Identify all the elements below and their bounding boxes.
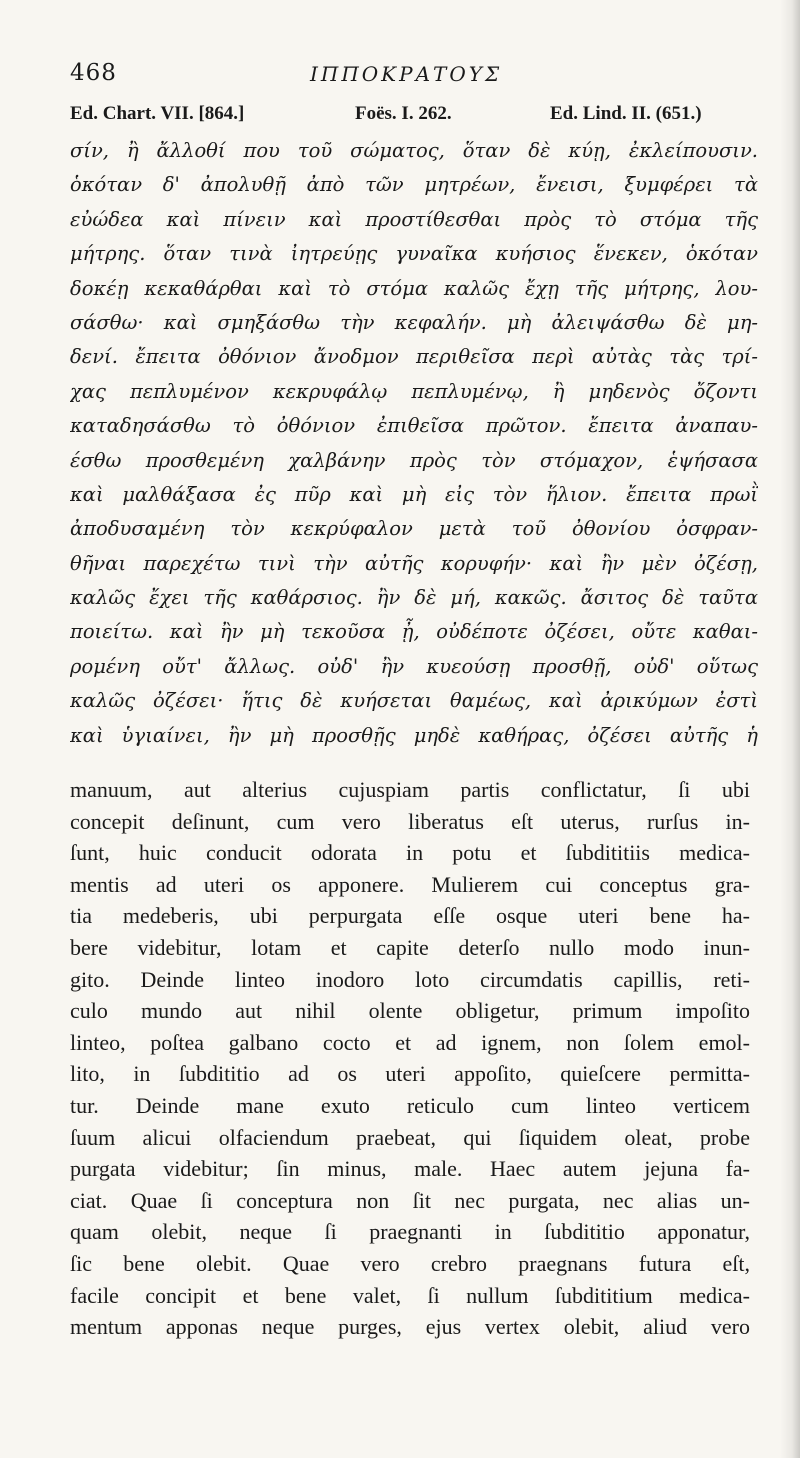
latin-text-line: purgata videbitur; ſin minus, male. Haec autem jejuna fa-	[70, 1156, 750, 1182]
greek-text-line: θῆναι παρεχέτω τινὶ τὴν αὐτῆς κορυφήν· καὶ ἢν μὲν ὀζέσῃ,	[70, 551, 758, 575]
greek-text-line: καὶ μαλθάξασα ἐς πῦρ καὶ μὴ εἰς τὸν ἥλιον. ἔπειτα πρωῒ	[70, 482, 758, 506]
page-edge-shadow	[780, 0, 800, 1458]
greek-text-line: σάσθω· καὶ σμηξάσθω τὴν κεφαλήν. μὴ ἀλειψάσθω δὲ μη-	[70, 310, 758, 334]
greek-text-block	[70, 134, 758, 753]
greek-text-line: σίν, ἢ ἄλλοθί που τοῦ σώματος, ὅταν δὲ κύῃ, ἐκλείπουσιν.	[70, 139, 758, 162]
greek-text-line: ρομένη οὔτ' ἄλλως. οὐδ' ἢν κυεούσῃ προσθῇ, οὐδ' οὕτως	[70, 654, 758, 678]
greek-text-line: καλῶς ἔχει τῆς καθάρσιος. ἢν δὲ μή, κακῶς. ἄσιτος δὲ ταῦτα	[70, 586, 758, 610]
greek-text-line: χας πεπλυμένον κεκρυφάλῳ πεπλυμένῳ, ἢ μηδενὸς ὄζοντι	[70, 379, 758, 403]
greek-text-line: ὁκόταν δ' ἀπολυθῇ ἀπὸ τῶν μητρέων, ἔνεισι, ξυμφέρει τὰ	[70, 173, 758, 197]
latin-text-line: ciat. Quae ſi conceptura non ſit nec purgata, nec alias un-	[70, 1187, 750, 1213]
latin-text-line: culo mundo aut nihil olente obligetur, primum impoſito	[70, 998, 750, 1024]
latin-text-line: bere videbitur, lotam et capite deterſo nullo modo inun-	[70, 934, 750, 960]
latin-text-line: tia medeberis, ubi perpurgata eſſe osque uteri bene ha-	[70, 903, 750, 929]
edition-reference-line	[70, 103, 750, 133]
greek-text-line: ἀποδυσαμένη τὸν κεκρύφαλον μετὰ τοῦ ὀθονίου ὀσφραν-	[70, 517, 758, 541]
page-number: 468	[70, 60, 117, 86]
latin-text-line: ſic bene olebit. Quae vero crebro praegnans futura eſt,	[70, 1250, 750, 1276]
running-title: ΙΠΠΟΚΡΑΤΟΥΣ	[310, 62, 503, 86]
latin-text-line: tur. Deinde mane exuto reticulo cum linteo verticem	[70, 1092, 750, 1118]
greek-text-line: καλῶς ὀζέσει· ἥτις δὲ κυήσεται θαμέως, καὶ ἀρικύμων ἐστὶ	[70, 689, 758, 713]
latin-text-line: gito. Deinde linteo inodoro loto circumdatis capillis, reti-	[70, 966, 750, 992]
greek-text-line: δοκέῃ κεκαθάρθαι καὶ τὸ στόμα καλῶς ἔχῃ τῆς μήτρης, λου-	[70, 276, 758, 300]
latin-text-line: manuum, aut alterius cujuspiam partis conflictatur, ſi ubi	[70, 777, 750, 802]
latin-text-line: linteo, poſtea galbano cocto et ad ignem, non ſolem emol-	[70, 1029, 750, 1055]
latin-text-line: facile concipit et bene valet, ſi nullum ſubdititium medica-	[70, 1282, 750, 1308]
latin-text-line: mentis ad uteri os apponere. Mulierem cui conceptus gra-	[70, 871, 750, 897]
greek-text-line: ποιείτω. καὶ ἢν μὴ τεκοῦσα ᾖ, οὐδέποτε ὀζέσει, οὔτε καθαι-	[70, 620, 758, 644]
latin-text-line: ſuum alicui olfaciendum praebeat, qui ſiquidem oleat, probe	[70, 1124, 750, 1150]
latin-text-line: ſunt, huic conducit odorata in potu et ſubdititiis medica-	[70, 840, 750, 866]
greek-text-line: καταδησάσθω τὸ ὀθόνιον ἐπιθεῖσα πρῶτον. ἔπειτα ἀναπαυ-	[70, 414, 758, 438]
latin-translation-block	[70, 774, 750, 1343]
greek-text-line: καὶ ὑγιαίνει, ἢν μὴ προσθῇς μηδὲ καθήρας, ὀζέσει αὐτῆς ἡ	[70, 723, 758, 747]
greek-text-line: έσθω προσθεμένη χαλβάνην πρὸς τὸν στόμαχον, ἑψήσασα	[70, 448, 758, 472]
edition-chart-reference: Ed. Chart. VII. [864.]	[70, 103, 245, 124]
edition-lind-reference: Ed. Lind. II. (651.)	[550, 103, 702, 124]
latin-text-line: quam olebit, neque ſi praegnanti in ſubdititio apponatur,	[70, 1219, 750, 1245]
greek-text-line: δενί. ἔπειτα ὀθόνιον ἄνοδμον περιθεῖσα περὶ αὐτὰς τὰς τρί-	[70, 345, 758, 369]
edition-foes-reference: Foës. I. 262.	[355, 103, 452, 124]
latin-text-line: mentum apponas neque purges, ejus vertex olebit, aliud vero	[70, 1314, 750, 1340]
greek-text-line: μήτρης. ὅταν τινὰ ἰητρεύῃς γυναῖκα κυήσιος ἕνεκεν, ὁκόταν	[70, 242, 758, 266]
latin-text-line: lito, in ſubdititio ad os uteri appoſito, quieſcere permitta-	[70, 1061, 750, 1087]
latin-text-line: concepit deſinunt, cum vero liberatus eſt uterus, rurſus in-	[70, 808, 750, 834]
greek-text-line: εὐώδεα καὶ πίνειν καὶ προστίθεσθαι πρὸς τὸ στόμα τῆς	[70, 207, 758, 231]
running-head	[70, 60, 760, 94]
